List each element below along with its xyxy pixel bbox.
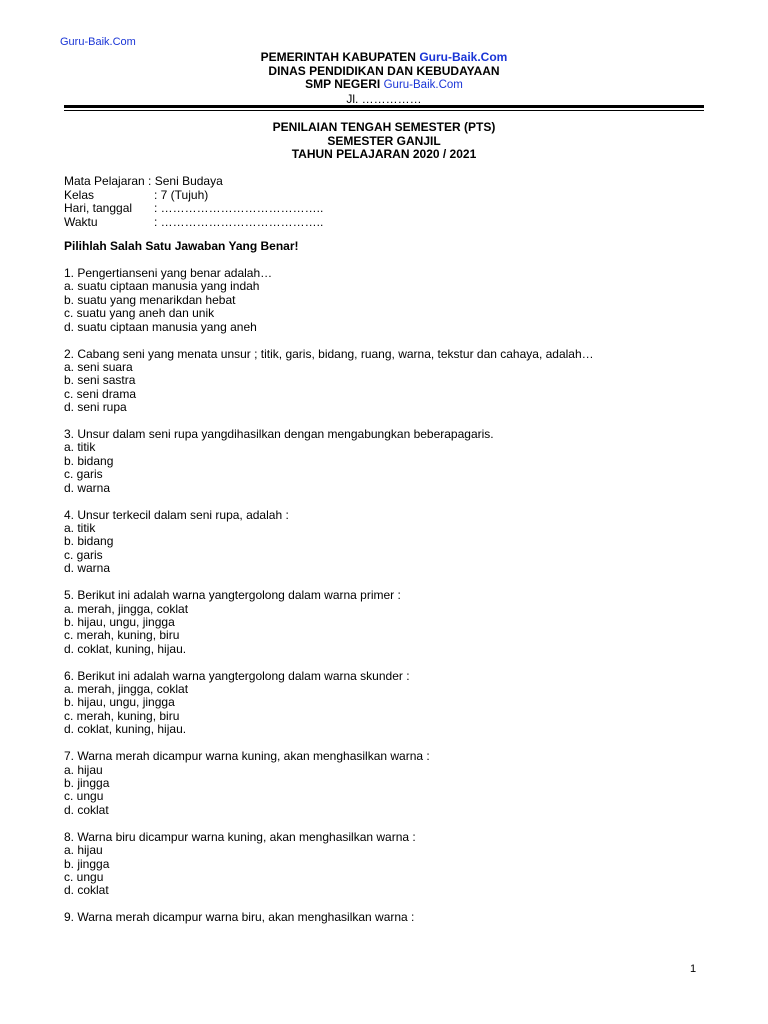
question [64,670,704,737]
question-text: 9. Warna merah dicampur warna biru, akan menghasilkan warna : [64,910,415,925]
letterhead-divider-thin [64,110,704,111]
answer-option: c. merah, kuning, biru [64,628,180,643]
answer-option: c. garis [64,547,103,562]
answer-option: b. jingga [64,776,110,790]
answer-option: a. titik [64,521,96,535]
question-text: 2. Cabang seni yang menata unsur ; titik, garis, bidang, ruang, warna, tekstur dan cahaya, adalah… [64,346,594,361]
date-label: Hari, tanggal [64,201,133,215]
question-text: 3. Unsur dalam seni rupa yangdihasilkan dengan mengabungkan beberapagaris. [64,427,494,442]
answer-option: b. hijau, ungu, jingga [64,614,175,629]
answer-option: a. hijau [64,843,103,858]
answer-option: c. suatu yang aneh dan unik [64,306,215,321]
question-text: 6. Berikut ini adalah warna yangtergolong dalam warna skunder : [64,668,410,683]
time-value: : ………………………………….. [154,214,324,229]
letterhead [0,51,768,106]
answer-option: a. merah, jingga, coklat [64,601,189,616]
answer-option: d. coklat, kuning, hijau. [64,641,187,656]
class-label: Kelas [64,187,95,202]
question-text: 5. Berikut ini adalah warna yangtergolong dalam warna primer : [64,588,401,603]
exam-title-line-2: SEMESTER GANJIL [327,133,441,148]
answer-option: a. merah, jingga, coklat [64,682,189,697]
letterhead-divider-thick [64,105,704,108]
answer-option: b. hijau, ungu, jingga [64,695,175,710]
answer-option: d. coklat [64,883,109,898]
answer-option: a. titik [64,440,96,455]
question-list [64,267,704,938]
answer-option: c. ungu [64,869,104,884]
answer-option: b. bidang [64,453,114,468]
answer-option: a. seni suara [64,359,133,374]
time-label: Waktu [64,214,98,229]
question [64,348,704,415]
class-value: : 7 (Tujuh) [154,187,209,202]
letterhead-address: Jl. …………… [346,91,422,106]
letterhead-line-2: DINAS PENDIDIKAN DAN KEBUDAYAAN [268,63,500,78]
question-text: 4. Unsur terkecil dalam seni rupa, adalah : [64,507,289,522]
question [64,267,704,334]
answer-option: a. suatu ciptaan manusia yang indah [64,279,260,294]
answer-option: d. warna [64,561,111,576]
answer-option: b. bidang [64,534,114,549]
question-text: 8. Warna biru dicampur warna kuning, akan menghasilkan warna : [64,829,416,844]
letterhead-school: SMP NEGERI [305,77,381,91]
answer-option: c. garis [64,467,103,482]
answer-option: b. seni sastra [64,373,136,388]
answer-option: c. ungu [64,789,104,804]
exam-info [64,175,323,229]
date-value: : ………………………………….. [154,201,324,215]
exam-title-line-1: PENILAIAN TENGAH SEMESTER (PTS) [272,120,496,134]
question [64,911,704,924]
answer-option: d. warna [64,480,111,495]
answer-option: d. suatu ciptaan manusia yang aneh [64,319,257,334]
page-number: 1 [690,963,697,975]
answer-option: d. coklat, kuning, hijau. [64,722,187,737]
answer-option: d. seni rupa [64,400,127,415]
question [64,509,704,576]
question-text: 1. Pengertianseni yang benar adalah… [64,266,273,280]
question [64,831,704,898]
answer-option: b. jingga [64,856,110,871]
date-row [64,202,323,216]
question [64,589,704,656]
letterhead-site-1: Guru-Baik.Com [419,50,508,64]
letterhead-line-3 [0,78,768,93]
answer-option: d. coklat [64,802,109,817]
question-text: 7. Warna merah dicampur warna kuning, akan menghasilkan warna : [64,749,430,764]
exam-title-line-3: TAHUN PELAJARAN 2020 / 2021 [291,147,477,161]
answer-option: b. suatu yang menarikdan hebat [64,292,236,307]
letterhead-site-2: Guru-Baik.Com [383,79,463,91]
letterhead-government: PEMERINTAH KABUPATEN [260,50,416,64]
subject-row: Mata Pelajaran : Seni Budaya [64,174,223,188]
answer-option: c. merah, kuning, biru [64,708,180,723]
time-row [64,216,323,230]
class-row [64,189,323,203]
answer-option: a. hijau [64,762,103,777]
letterhead-line-1 [0,51,768,65]
site-watermark: Guru-Baik.Com [60,36,136,48]
answer-option: c. seni drama [64,386,137,401]
instruction: Pilihlah Salah Satu Jawaban Yang Benar! [64,239,299,253]
question [64,428,704,495]
question [64,750,704,817]
exam-title [0,121,768,162]
